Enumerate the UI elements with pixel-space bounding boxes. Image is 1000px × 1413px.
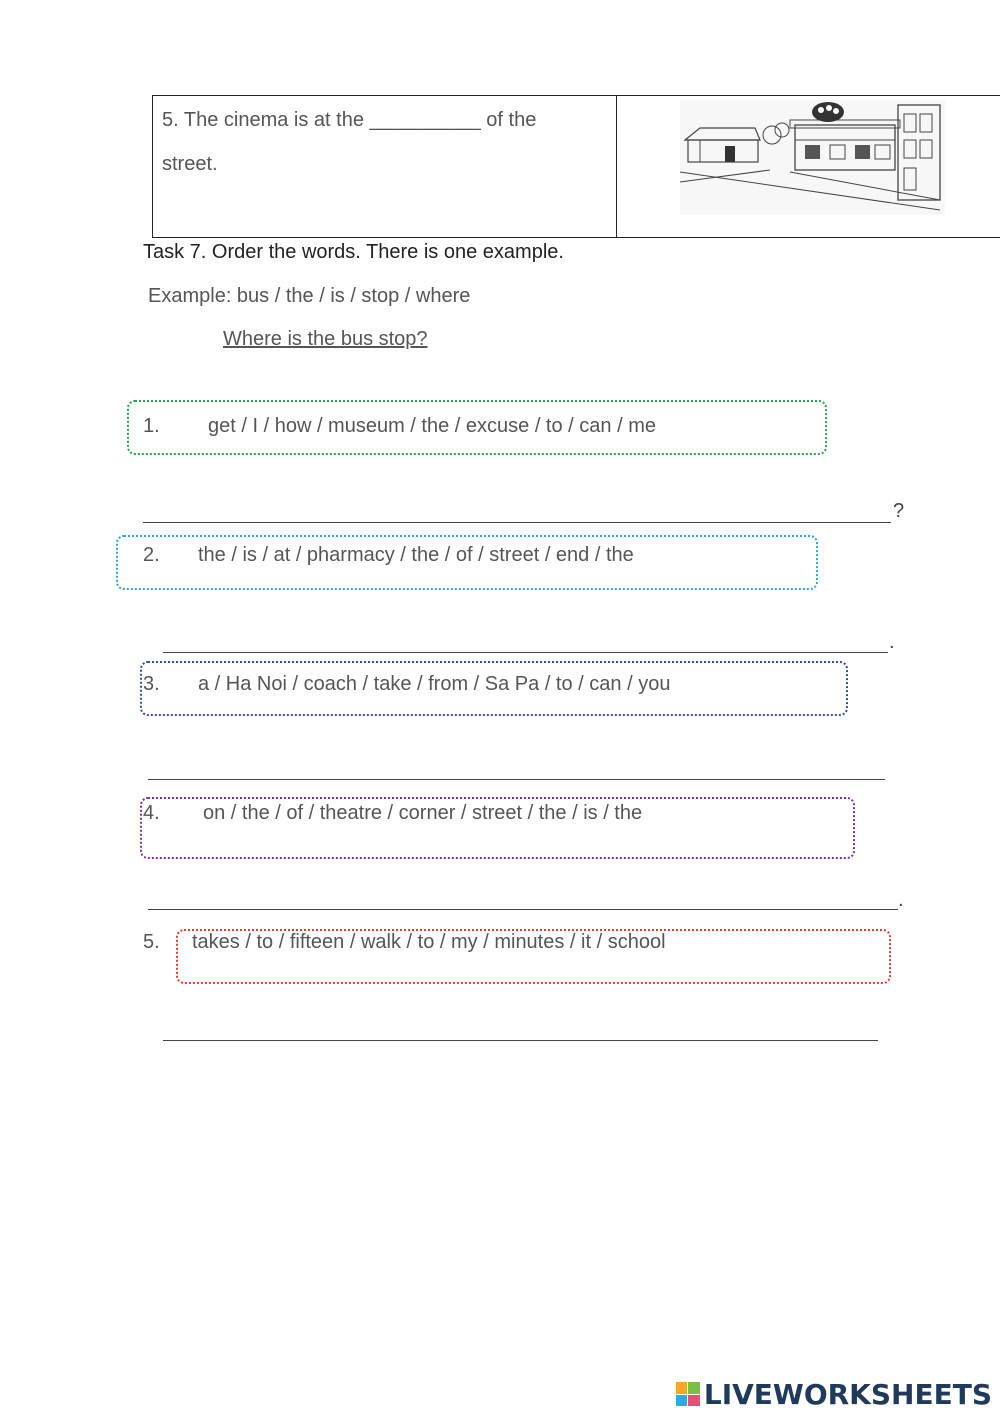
answer-line-1[interactable]	[143, 522, 891, 523]
item-words-1: get / I / how / museum / the / excuse / to / can / me	[208, 415, 656, 437]
example-prompt: Example: bus / the / is / stop / where	[148, 285, 471, 307]
answer-line-2[interactable]	[163, 652, 888, 653]
table-divider	[616, 96, 617, 237]
task-title: Task 7. Order the words. There is one example.	[143, 241, 564, 263]
question-5-line2: street.	[162, 153, 218, 175]
end-mark-1: ?	[893, 500, 905, 522]
example-answer: Where is the bus stop?	[223, 328, 428, 350]
item-number-1: 1.	[143, 415, 160, 437]
question-5-line1: 5. The cinema is at the __________ of the	[162, 109, 537, 131]
logo-text: LIVEWORKSHEETS	[703, 1377, 992, 1411]
item-number-3: 3.	[143, 673, 160, 695]
cinema-street-illustration	[680, 100, 945, 215]
item-words-5: takes / to / fifteen / walk / to / my / minutes / it / school	[192, 931, 666, 953]
answer-line-5[interactable]	[163, 1040, 878, 1041]
end-mark-4: .	[898, 889, 904, 911]
question-5-text	[162, 98, 536, 186]
end-mark-2: .	[889, 631, 895, 653]
item-number-5: 5.	[143, 931, 160, 953]
answer-line-3[interactable]	[148, 779, 885, 780]
item-words-3: a / Ha Noi / coach / take / from / Sa Pa / to / can / you	[198, 673, 671, 695]
logo-badge-icon	[676, 1382, 700, 1406]
item-words-4: on / the / of / theatre / corner / street / the / is / the	[203, 802, 643, 824]
item-number-2: 2.	[143, 544, 160, 566]
item-words-2: the / is / at / pharmacy / the / of / street / end / the	[198, 544, 634, 566]
liveworksheets-logo	[676, 1377, 992, 1411]
answer-line-4[interactable]	[148, 909, 898, 910]
item-number-4: 4.	[143, 802, 160, 824]
